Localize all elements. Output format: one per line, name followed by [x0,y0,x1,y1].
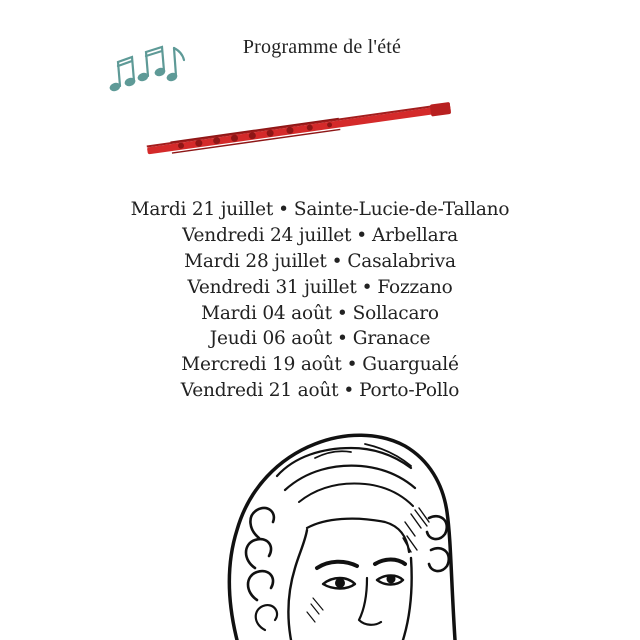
separator-dot: • [343,380,355,402]
separator-dot: • [331,250,343,272]
schedule-item [0,301,640,327]
schedule-date: Vendredi 21 août [180,380,339,402]
page-title: Programme de l'été [242,36,402,58]
schedule-date: Vendredi 31 juillet [187,276,357,298]
schedule-place: Granace [352,328,431,350]
schedule-place: Arbellara [372,224,458,246]
separator-dot: • [361,276,373,298]
schedule-item [0,249,640,275]
schedule-date: Vendredi 24 juillet [182,224,352,246]
separator-dot: • [337,328,348,350]
schedule-date: Mardi 28 juillet [184,250,327,272]
schedule-place: Casalabriva [347,250,456,272]
composer-portrait-icon [215,418,475,640]
schedule-item [0,326,640,352]
schedule-item [0,275,640,301]
schedule-item [0,223,640,249]
separator-dot: • [336,302,348,324]
schedule-place: Fozzano [377,276,453,298]
schedule-place: Sollacaro [352,302,439,324]
concert-schedule [0,197,640,404]
schedule-place: Guargualé [362,354,459,376]
schedule-date: Mardi 21 juillet [130,199,274,220]
schedule-place: Porto-Pollo [359,380,460,402]
schedule-item [0,378,640,404]
separator-dot: • [346,354,358,376]
schedule-place: Sainte-Lucie-de-Tallano [293,199,510,220]
separator-dot: • [356,224,367,246]
separator-dot: • [278,199,289,220]
schedule-date: Mardi 04 août [201,302,332,324]
schedule-item [0,197,640,223]
schedule-item [0,352,640,378]
schedule-date: Jeudi 06 août [209,328,333,350]
flute-icon [140,100,460,160]
schedule-date: Mercredi 19 août [181,354,342,376]
